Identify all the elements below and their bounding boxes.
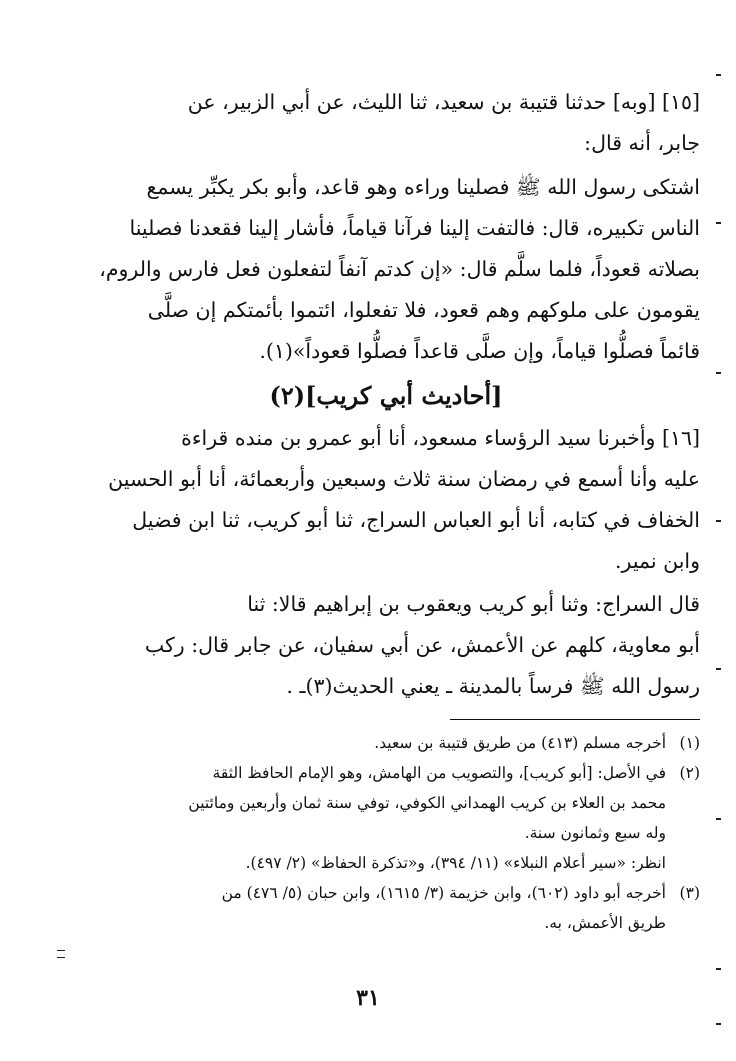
hadith-15-intro-line-2: جابر، أنه قال:	[584, 131, 700, 155]
margin-tick	[716, 222, 721, 224]
sarraj-line-3: رسول الله ﷺ فرساً بالمدينة ـ يعني الحديث(٣)ـ .	[286, 674, 700, 698]
footnote-1	[72, 728, 700, 758]
hadith-15-body-line-1: اشتكى رسول الله ﷺ فصلينا وراءه وهو قاعد، وأبو بكر يكبِّر يسمع	[146, 175, 700, 199]
sarraj-line-1: قال السراج: وثنا أبو كريب ويعقوب بن إبراهيم قالا: ثنا	[247, 592, 700, 616]
footnote-1-number: (١)	[679, 734, 700, 752]
hadith-15-body-line-5: قائماً فصلُّوا قياماً، وإن صلَّى قاعداً فصلُّوا قعوداً»(١).	[259, 339, 700, 363]
hadith-16-line-2: عليه وأنا أسمع في رمضان سنة ثلاث وسبعين وأربعمائة، أنا أبو الحسين	[108, 467, 700, 491]
footnote-3	[72, 878, 700, 908]
footnote-2	[72, 758, 700, 788]
footnotes	[72, 728, 700, 938]
hadith-15-body-line-3: بصلاته قعوداً، فلما سلَّم قال: «إن كدتم آنفاً لتفعلون فعل فارس والروم،	[99, 257, 700, 281]
footnote-2-number: (٢)	[679, 764, 700, 782]
footnote-2-line-3: وله سبع وثمانون سنة.	[524, 824, 666, 842]
footnote-1-text: أخرجه مسلم (٤١٣) من طريق قتيبة بن سعيد.	[374, 734, 666, 752]
footnote-2-line-2: محمد بن العلاء بن كريب الهمداني الكوفي، توفي سنة ثمان وأربعين ومائتين	[188, 794, 666, 812]
sarraj-paragraph	[72, 584, 700, 707]
margin-tick	[716, 818, 721, 820]
hadith-15-body-line-4: يقومون على ملوكهم وهم قعود، فلا تفعلوا، ائتموا بأئمتكم إن صلَّى	[147, 298, 700, 322]
margin-tick	[716, 968, 721, 970]
footnote-3-line-2: طريق الأعمش، به.	[544, 914, 666, 932]
margin-tick	[716, 372, 721, 374]
margin-tick	[716, 668, 721, 670]
margin-tick	[716, 74, 721, 76]
hadith-15-body	[72, 167, 700, 372]
hadith-16-line-1: [١٦] وأخبرنا سيد الرؤساء مسعود، أنا أبو عمرو بن منده قراءة	[181, 426, 700, 450]
sarraj-line-2: أبو معاوية، كلهم عن الأعمش، عن أبي سفيان، عن جابر قال: ركب	[144, 633, 700, 657]
margin-tick	[716, 520, 721, 522]
footnote-3-number: (٣)	[679, 884, 700, 902]
margin-tick	[716, 1023, 721, 1025]
footnote-2-line-1: في الأصل: [أبو كريب]، والتصويب من الهامش، وهو الإمام الحافظ الثقة	[212, 764, 666, 782]
hadith-16-line-3: الخفاف في كتابه، أنا أبو العباس السراج، ثنا أبو كريب، ثنا ابن فضيل	[132, 508, 700, 532]
footnote-2-line-4: انظر: «سير أعلام النبلاء» (١١/ ٣٩٤)، و«تذكرة الحفاظ» (٢/ ٤٩٧).	[245, 854, 666, 872]
footnote-3-line-1: أخرجه أبو داود (٦٠٢)، وابن خزيمة (٣/ ١٦١٥)، وابن حبان (٥/ ٤٧٦) من	[221, 884, 666, 902]
section-heading: [أحاديث أبي كريب](٢)	[269, 381, 503, 410]
hadith-15	[72, 82, 700, 164]
hadith-16	[72, 418, 700, 582]
page-number: ٣١	[356, 985, 380, 1011]
hadith-15-intro-line-1: [١٥] [وبه] حدثنا قتيبة بن سعيد، ثنا الليث، عن أبي الزبير، عن	[187, 90, 700, 114]
hadith-15-body-line-2: الناس تكبيره، قال: فالتفت إلينا فرآنا قياماً، فأشار إلينا فقعدنا فصلينا	[129, 216, 700, 240]
margin-mark	[57, 950, 65, 958]
hadith-16-line-4: وابن نمير.	[615, 549, 700, 573]
footnote-separator	[450, 719, 700, 720]
